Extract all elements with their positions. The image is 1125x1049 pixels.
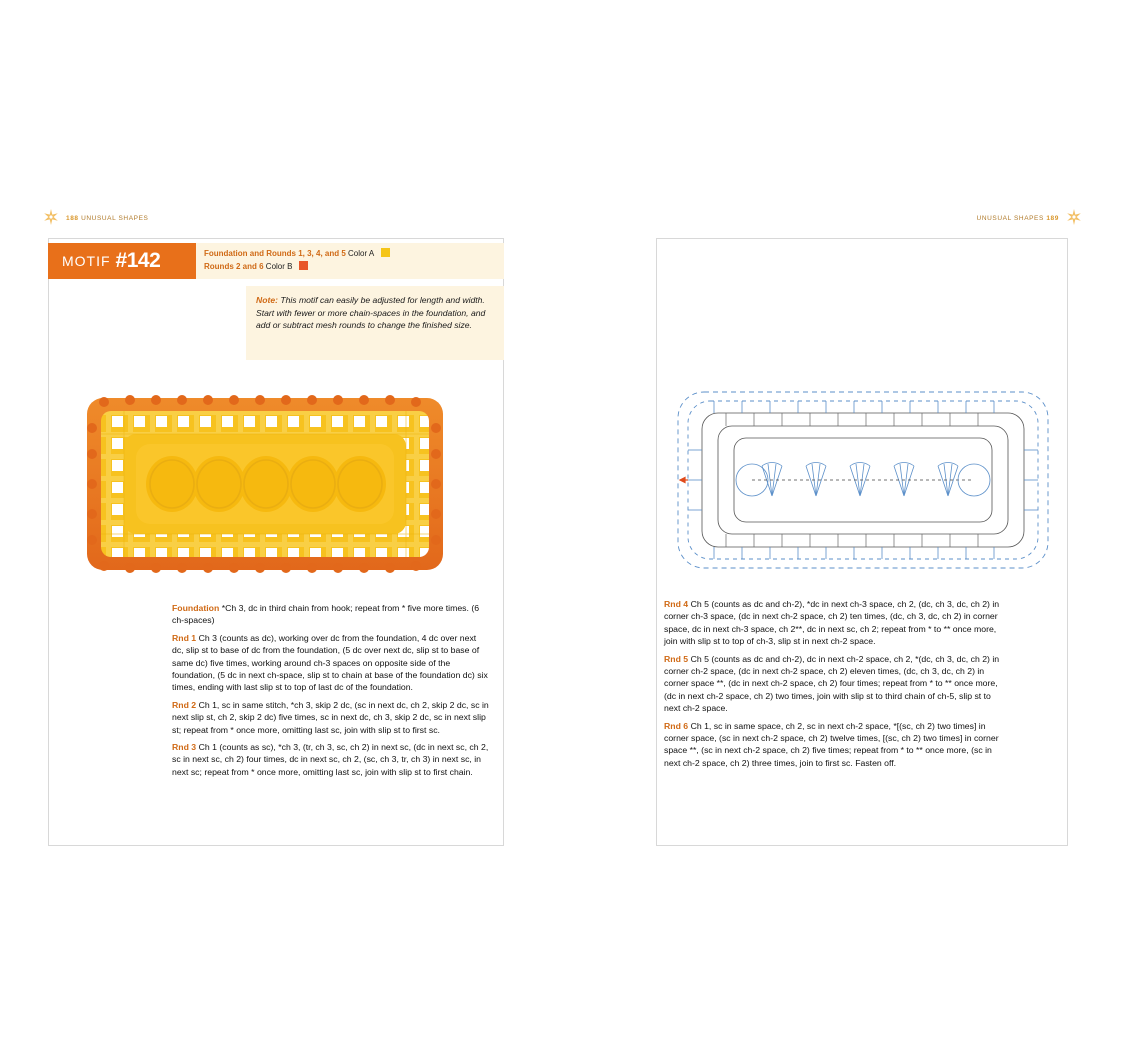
star-ornament-icon: [1065, 208, 1083, 226]
running-head-left: [66, 215, 148, 222]
instruction-text: *Ch 3, dc in third chain from hook; repeat from * five more times. (6 ch-spaces): [172, 603, 480, 626]
motif-color-key: [196, 243, 504, 279]
instruction-foundation: [172, 602, 490, 627]
color-b-swatch: [299, 261, 308, 270]
color-key-line-a: [204, 247, 496, 260]
instruction-text: Ch 1, sc in same space, ch 2, sc in next ch-2 space, *[(sc, ch 2) two times] in corner space, (sc in next ch-2 space, ch 2) twelve times, [(sc, ch 2) two times] in corner space **, (sc in next ch-2 space, ch 2) five times; repeat from * to ** once more, (sc in next ch-2 space, ch 2) three times, join to first sc. Fasten off.: [664, 720, 999, 768]
instruction-rnd3: [172, 741, 490, 778]
motif-word: MOTIF: [62, 253, 111, 269]
color-a-label: Color A: [348, 249, 375, 258]
motif-header-bar: [48, 243, 504, 279]
folio-right: 189: [1046, 215, 1059, 222]
color-a-swatch: [381, 248, 390, 257]
note-text: This motif can easily be adjusted for length and width. Start with fewer or more chain-spaces in the foundation, and add or subtract mesh rounds to change the finished size.: [256, 295, 486, 331]
instruction-rnd6: [664, 720, 1000, 770]
motif-tab: [48, 243, 196, 279]
left-instructions: [172, 602, 490, 783]
instruction-rnd5: [664, 653, 1000, 715]
motif-photo: [84, 388, 446, 580]
color-b-rounds: Rounds 2 and 6: [204, 262, 264, 271]
instruction-label: Rnd 3: [172, 742, 197, 753]
instruction-label: Rnd 2: [172, 699, 197, 710]
star-ornament-icon: [42, 208, 60, 226]
instruction-text: Ch 1 (counts as sc), *ch 3, (tr, ch 3, sc, ch 2) in next sc, (dc in next sc, ch 2, sc in next sc, ch 2) four times, dc in next sc, ch 2, (sc, ch 3, tr, ch 3) in next sc, in next sc; repeat from * once more, omitting last sc, join with slip st to first chain.: [172, 742, 489, 777]
instruction-label: Rnd 6: [664, 720, 689, 731]
instruction-rnd1: [172, 632, 490, 694]
instruction-rnd2: [172, 699, 490, 736]
motif-number: #142: [115, 249, 161, 272]
instruction-text: Ch 3 (counts as dc), working over dc from the foundation, 4 dc over next dc, slip st to base of dc from the foundation, (5 dc over next dc, slip st to base of same dc) five times, working around ch-3 spaces on opposite side of the foundation, (5 dc in next ch-space, slip st to chain at base of the foundation dc) six times, ending with last slip st to top of last dc of the foundation.: [172, 632, 488, 693]
note-label: Note:: [256, 295, 278, 305]
folio-left: 188: [66, 215, 79, 222]
instruction-text: Ch 5 (counts as dc and ch-2), dc in next ch-2 space, ch 2, *(dc, ch 3, dc, ch 2) in corner ch-2 space, (dc in next ch-2 space, ch 2) eleven times, (dc, ch 3, dc, ch 2) in corner space **, (dc in next ch-2 space, ch 2) four times; repeat from * to ** once more, (dc in next ch-2 space, ch 2) two times, join with slip st to third chain of ch-5, slip st to next ch-2 space.: [664, 653, 1000, 714]
instruction-label: Rnd 4: [664, 599, 689, 609]
running-head-right: [977, 215, 1059, 222]
instruction-text: Ch 5 (counts as dc and ch-2), *dc in next ch-3 space, ch 2, (dc, ch 3, dc, ch 2) in corner ch-3 space, (dc in next ch-2 space, ch 2) ten times, (dc, ch 3, dc, ch 2) in corner space, dc in next ch-3 space, ch 2**, dc in next sc, ch 2; repeat from * to ** once more, join with slip st to top of ch-3, slip st in next ch-2 space.: [664, 599, 1000, 647]
color-b-label: Color B: [265, 262, 293, 271]
running-head-right-label: UNUSUAL SHAPES: [976, 215, 1044, 222]
instruction-text: Ch 1, sc in same stitch, *ch 3, skip 2 dc, (sc in next dc, ch 2, skip 2 dc, sc in next slip st, ch 2, skip 2 dc) five times, sc in next dc, ch 3, skip 2 dc, sc in next slip st; repeat from * once more, omitting last sc, join with slip st to first sc.: [172, 699, 489, 735]
color-key-line-b: [204, 260, 496, 273]
color-a-rounds: Foundation and Rounds 1, 3, 4, and 5: [204, 249, 346, 258]
instruction-label: Rnd 1: [172, 632, 197, 643]
stitch-diagram: [668, 380, 1058, 580]
instruction-label: Rnd 5: [664, 653, 689, 664]
instruction-label: Foundation: [172, 603, 220, 613]
instruction-rnd4: [664, 598, 1000, 648]
note-box: [246, 286, 504, 360]
right-instructions: [664, 598, 1000, 774]
running-head-left-label: UNUSUAL SHAPES: [81, 215, 149, 222]
